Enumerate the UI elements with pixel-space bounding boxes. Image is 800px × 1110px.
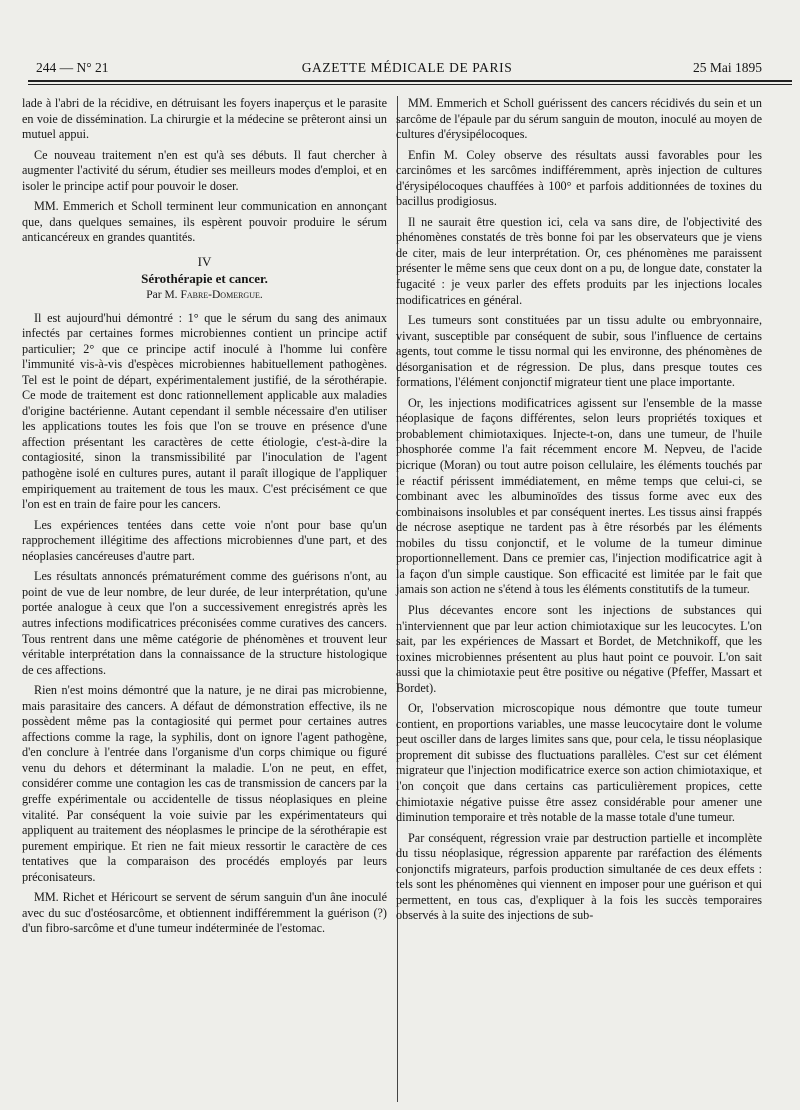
paragraph: Par conséquent, régression vraie par destruction partielle et incomplète du tissu néoplasique, régression apparente par raréfaction des éléments conjonctifs migrateurs, parfois production simultanée de ces deux effets : tels sont les phénomènes qui viennent en imposer pour une guérison et qui permettent, en tous cas, d'expliquer à la fois les succès temporaires observés à la suite des injections de sub- (396, 830, 762, 923)
left-column (22, 96, 387, 942)
page-header (28, 58, 786, 78)
paragraph: Il ne saurait être question ici, cela va sans dire, de l'objectivité des phénomènes constatés de très bonne foi par les observateurs que je viens de citer, mais de leur interprétation. Or, ces phénomènes me paraissent présenter le même sens que ceux dont on a pu, de longue date, constater la fugacité : je veux parler des effets produits par les injections locales modificatrices en général. (396, 214, 762, 307)
paragraph: Or, les injections modificatrices agissent sur l'ensemble de la masse néoplasique de façons différentes, selon leurs propriétés toxiques et probablement chimiotaxiques. Injecte-t-on, dans une tumeur, de l'huile phosphorée comme l'a fait récemment encore M. Nepveu, de l'acide picrique (Moran) ou tout autre poison cellulaire, les éléments touchés par le réactif périssent immédiatement, en même temps que celui-ci, se combinant avec les albuminoïdes des tissus forme avec eux des combinaisons insolubles et par conséquent inertes. Les tissus ainsi frappés de nécrose aseptique ne tardent pas à être résorbés par les éléments mobiles du tissu conjonctif, et le volume de la tumeur diminue proportionnellement. Dans ce premier cas, l'injection modificatrice agit à la façon d'un simple caustique. Son efficacité est limitée par le fait que jamais son action ne s'étend à tous les éléments constitutifs de la tumeur. (396, 395, 762, 597)
byline-prefix: Par M. (146, 289, 178, 302)
paragraph: Or, l'observation microscopique nous démontre que toute tumeur contient, en proportions variables, une masse leucocytaire dont le volume peut osciller dans de larges limites sans que, pour cela, le tissu néoplasique proprement dit subisse des fluctuations parallèles. C'est sur cet élément migrateur que l'injection modificatrice exerce son action chimiotaxique, et l'on conçoit que dans certains cas particulièrement propices, cette chimiotaxie négative puisse être assez considérable pour amener une diminution temporaire et très notable de la masse totale d'une tumeur. (396, 701, 762, 825)
paragraph: Les tumeurs sont constituées par un tissu adulte ou embryonnaire, vivant, susceptible par conséquent de subir, sous l'influence de certains agents, tout comme le tissu normal qui les environne, des phénomènes de désorganisation et de régression. De plus, dans presque toutes ces formations, l'élément conjonctif migrateur tient une place importante. (396, 313, 762, 390)
journal-title: GAZETTE MÉDICALE DE PARIS (301, 60, 513, 75)
page-issue-number: 244 — N° 21 (36, 60, 109, 75)
header-rule-thin (28, 84, 792, 85)
byline (22, 288, 387, 304)
paragraph: MM. Emmerich et Scholl terminent leur communication en annonçant que, dans quelques semaines, ils espèrent pouvoir produire le sérum anticancéreux en grandes quantités. (22, 199, 387, 245)
right-column (396, 96, 762, 929)
section-number: IV (197, 253, 212, 269)
section-title: Sérothérapie et cancer. (141, 271, 268, 287)
paragraph: lade à l'abri de la récidive, en détruisant les foyers inaperçus et le parasite en voie de dissémination. La chirurgie et la médecine se prêteront ainsi un mutuel appui. (22, 96, 387, 142)
paragraph: MM. Emmerich et Scholl guérissent des cancers récidivés du sein et un sarcôme de l'épaule par du sérum sanguin de mouton, inoculé au moyen de cultures d'érysipélocoques. (396, 96, 762, 142)
paragraph: Il est aujourd'hui démontré : 1° que le sérum du sang des animaux infectés par certaines formes microbiennes contient un principe actif particulier; 2° que ce principe actif inoculé à l'homme lui confère l'immunité vis-à-vis d'espèces microbiennes habituellement pathogènes. Tel est le point de départ, expérimentalement justifié, de la sérothérapie. Ce mode de traitement est donc rationnellement applicable aux maladies d'origine bactérienne. Autant cependant il semble nécessaire d'en utiliser les applications toutes les fois que l'on se trouve en présence d'une affection présentant les caractères de cette étiologie, c'est-à-dire la contagiosité, sinon la transmissibilité par l'inoculation de l'agent pathogène isolé en cultures pures, autant il paraît illogique de l'appliquer empiriquement au traitement de tous les maux. C'est précisément ce que l'on est en train de faire pour les cancers. (22, 310, 387, 512)
paragraph: Rien n'est moins démontré que la nature, je ne dirai pas microbienne, mais parasitaire des cancers. A défaut de démonstration effective, ils ne possèdent même pas la contagiosité qui permet pour certaines autres affections comme la rage, la syphilis, dont on ignore l'agent pathogène, d'en conclure à l'entrée dans l'organisme d'un corps chimique ou figuré venu du dehors et déterminant la maladie. L'on ne peut, en effet, considérer comme une contagion les cas de transmission de cancers par la greffe expérimentale ou accidentelle de tissus néoplasiques en pleine vitalité. Par conséquent la voie suivie par les expérimentateurs qui appliquent au traitement des néoplasmes le principe de la sérothérapie est purement empirique. Et rien ne fait mieux ressortir le caractère de ces tentatives que la comparaison des procédés employés par leurs préconisateurs. (22, 683, 387, 884)
paragraph: Enfin M. Coley observe des résultats aussi favorables pour les carcinômes et les sarcômes indifféremment, après injection de cultures d'érysipélocoques chauffées à 100° et parfois additionnées de toxines du bacillus prodigiosus. (396, 147, 762, 209)
paragraph: Les expériences tentées dans cette voie n'ont pour base qu'un rapprochement illégitime des affections microbiennes d'une part, et des néoplasies cancéreuses d'autre part. (22, 517, 387, 563)
issue-date: 25 Mai 1895 (693, 60, 762, 75)
paragraph: Plus décevantes encore sont les injections de substances qui n'interviennent que par leur action chimiotaxique sur les leucocytes. L'on sait, par les expériences de Massart et Bordet, de Metchnikoff, que les toxines microbiennes présentent au plus haut point ce pouvoir. L'on sait aussi que la chimiotaxie peut être positive ou négative (Pfeffer, Massart et Bordet). (396, 602, 762, 695)
header-rule-thick (28, 80, 792, 82)
paragraph: MM. Richet et Héricourt se servent de sérum sanguin d'un âne inoculé avec du suc d'ostéosarcôme, et obtiennent indifféremment la guérison (?) d'un fibro-sarcôme et d'une tumeur indéterminée de l'estomac. (22, 890, 387, 936)
byline-author: Fabre-Domergue. (180, 289, 263, 302)
paragraph: Les résultats annoncés prématurément comme des guérisons n'ont, au point de vue de leur nombre, de leur durée, de leur interprétation, qu'une portée analogue à ceux que l'on a successivement enregistrés après les autres infections modificatrices préconisées comme curatives des cancers. Tous rentrent dans une même catégorie de phénomènes et trouvent leur véritable interprétation dans la connaissance de la structure histologique de ces affections. (22, 569, 387, 677)
paragraph: Ce nouveau traitement n'en est qu'à ses débuts. Il faut chercher à augmenter l'activité du sérum, étudier ses meilleurs modes d'emploi, et en isoler le principe actif pour pouvoir le doser. (22, 147, 387, 193)
